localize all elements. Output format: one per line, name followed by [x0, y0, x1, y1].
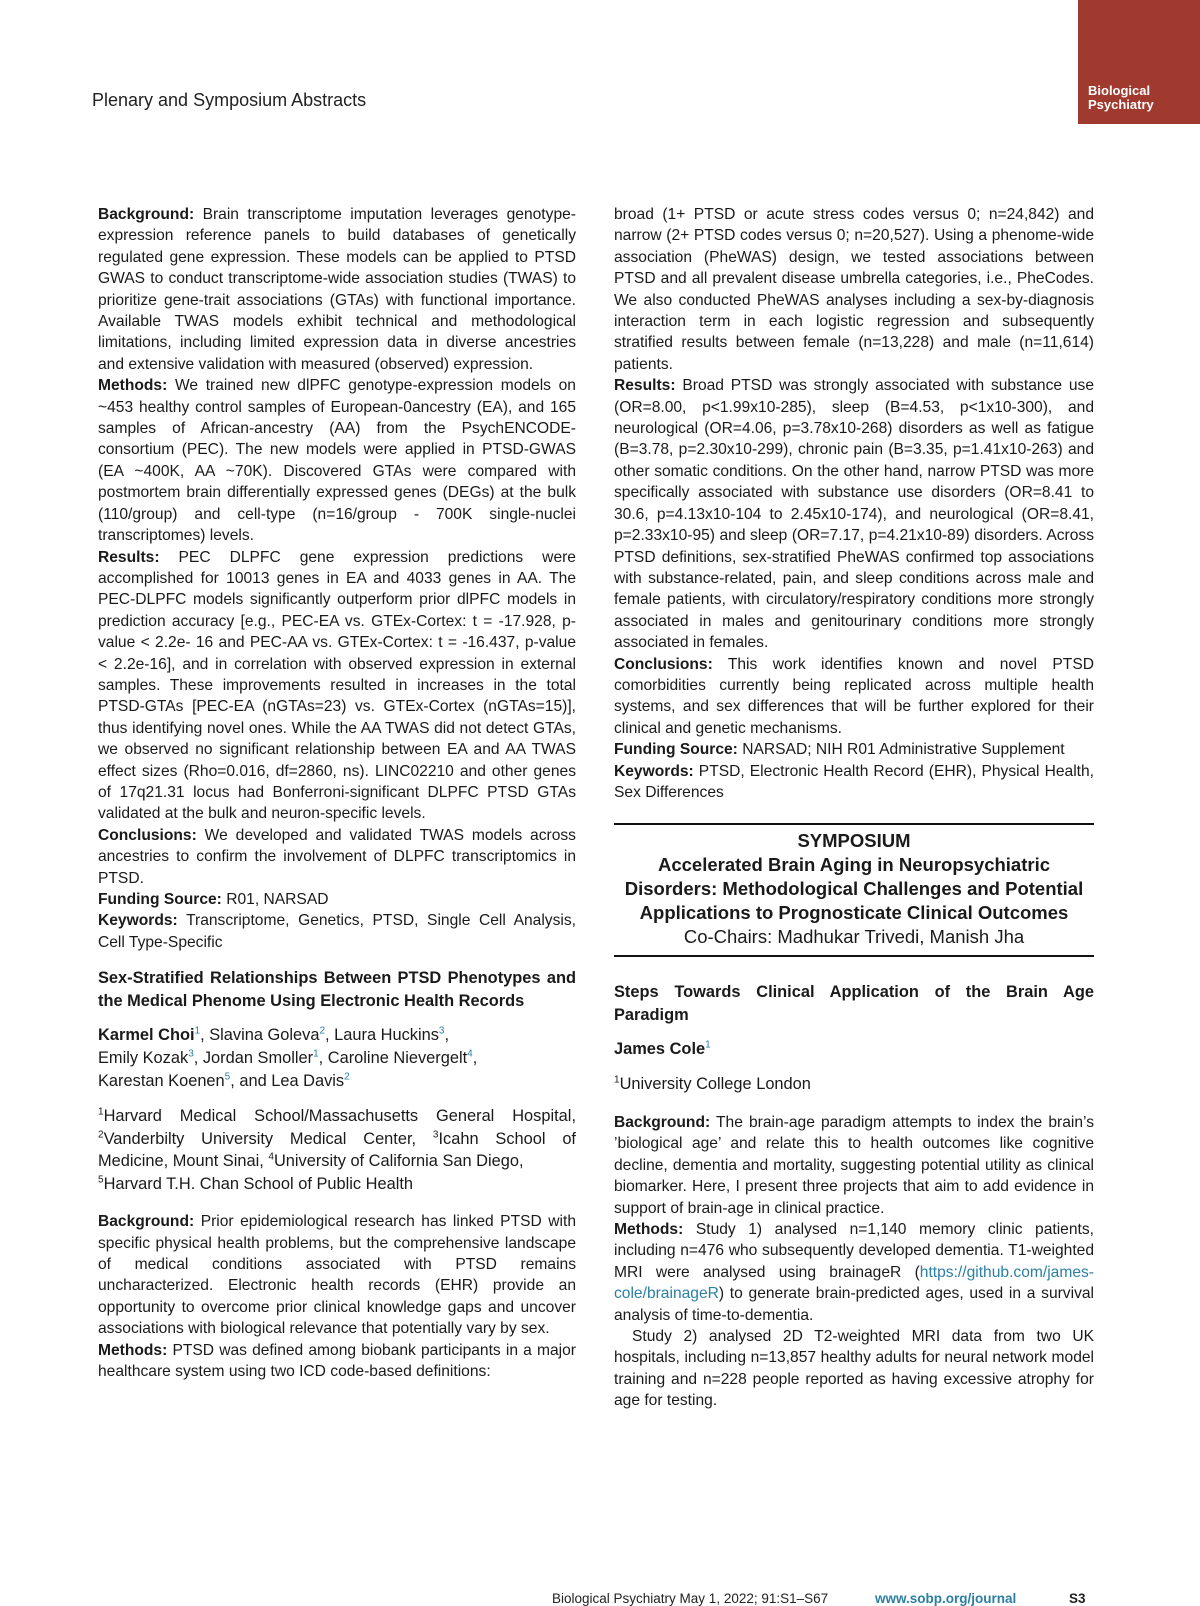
- affil-text: Vanderbilty University Medical Center,: [103, 1129, 417, 1148]
- abstract2-affiliations: [98, 1105, 576, 1195]
- author-name: and Lea Davis: [239, 1072, 345, 1091]
- section-text: The brain-age paradigm attempts to index the brain’s ’biological age’ and relate this to health outcomes like cognitive decline, dementia and mortality, suggesting potential utility as clinical biomarker. Here, I present three projects that aim to add evidence in support of brain-age in clinical practice.: [614, 1113, 1094, 1217]
- symposium-heading: SYMPOSIUM: [797, 830, 911, 852]
- abstract1-background: [98, 204, 576, 375]
- section-label: Methods:: [98, 377, 168, 395]
- section-text: We developed and validated TWAS models across ancestries to confirm the involvement of DLPFC transcriptomics in PTSD.: [98, 826, 576, 887]
- footer-journal-link[interactable]: www.sobp.org/journal: [875, 1591, 1017, 1606]
- abstract3-methods: [614, 1219, 1094, 1326]
- brand-line-1: Biological: [1088, 83, 1151, 98]
- author-sup: 5: [224, 1071, 231, 1083]
- journal-brand-text: [1088, 84, 1154, 112]
- abstract1-methods: [98, 375, 576, 546]
- author-sup: 4: [467, 1048, 473, 1060]
- section-text: Broad PTSD was strongly associated with substance use (OR=8.00, p<1.99x10-285), sleep (B=4.53, p<1x10-300), and neurological (OR=4.06, p=3.78x10-268) disorders as well as fatigue (B=3.78, p=2.30x10-299), chronic pain (B=3.35, p=1.41x10-263) and other somatic conditions. On the other hand, narrow PTSD was more specifically associated with substance use disorders (OR=8.41 to 30.6, p=4.13x10-104 to 2.45x10-174), and neurological (OR=8.41, p=2.33x10-95) and sleep (OR=7.17, p=4.21x10-89) disorders. Across PTSD definitions, sex-stratified PheWAS confirmed top associations with substance-related, pain, and sleep conditions across male and female patients, with circulatory/respiratory conditions more strongly associated in males and genitourinary conditions more strongly associated in females.: [614, 377, 1094, 652]
- section-label: Keywords:: [614, 762, 694, 780]
- section-text: Brain transcriptome imputation leverages genotype-expression reference panels to build databases of genetically regulated gene expression. These models can be applied to PTSD GWAS to conduct transcriptome-wide association studies (TWAS) to prioritize gene-trait associations (GTAs) with functional importance. Available TWAS models exhibit technical and methodological limitations, including limited expression data in diverse ancestries and extensive validation with measured (observed) expression.: [98, 206, 576, 373]
- section-label: Funding Source:: [614, 741, 738, 759]
- author-sup: 2: [344, 1071, 350, 1083]
- author-sup: 1: [705, 1039, 711, 1051]
- abstract2-conclusions: [614, 654, 1094, 740]
- abstract3-title: Steps Towards Clinical Application of the Brain Age Paradigm: [614, 983, 1094, 1024]
- section-label: Results:: [614, 377, 676, 395]
- page-number: S3: [1069, 1591, 1086, 1606]
- author-sup: 3: [438, 1025, 445, 1037]
- author-name: Karestan Koenen: [98, 1072, 225, 1091]
- running-header: Plenary and Symposium Abstracts: [92, 90, 367, 110]
- affil-sup: 3: [432, 1129, 439, 1141]
- abstract1-conclusions: [98, 825, 576, 889]
- section-text: ) to generate brain-predicted ages, used in a survival analysis of time-to-dementia.: [614, 1285, 1094, 1324]
- section-text: Prior epidemiological research has linked PTSD with specific physical health problems, but the comprehensive landscape of medical conditions associated with PTSD remains uncharacterized. Electronic health records (EHR) provide an opportunity to overcome prior clinical knowledge gaps and uncover associations with biological relevance that potentially vary by sex.: [98, 1213, 576, 1338]
- section-label: Conclusions:: [98, 826, 197, 844]
- section-label: Results:: [98, 548, 160, 566]
- affil-text: University College London: [619, 1075, 811, 1094]
- abstract2-methods: [98, 1340, 576, 1383]
- affil-sup: 2: [98, 1129, 104, 1141]
- author-name: Karmel Choi: [98, 1026, 195, 1045]
- abstract2-results: [614, 375, 1094, 653]
- section-text: PEC DLPFC gene expression predictions were accomplished for 10013 genes in EA and 4033 genes in AA. The PEC-DLPFC models significantly outperform prior dlPFC models in prediction accuracy [e.g., PEC-EA vs. GTEx-Cortex: t = -17.928, p-value < 2.2e- 16 and PEC-AA vs. GTEx-Cortex: t = -16.437, p-value < 2.2e-16], and in correlation with observed expression in external samples. These improvements resulted in increases in the total PTSD-GTAs [PEC-EA (nGTAs=23) vs. GTEx-Cortex (nGTAs=15)], thus identifying novel ones. While the AA TWAS did not detect GTAs, we observed no significant relationship between EA and AA TWAS effect sizes (Rho=0.016, df=2860, ns). LINC02210 and other genes of 17q21.31 locus had Bonferroni-significant DLPFC PTSD GTAs validated at the bulk and neuron-specific levels.: [98, 548, 576, 823]
- section-text: This work identifies known and novel PTSD comorbidities currently being replicated across multiple health systems, and sex differences that will be further explored for their clinical and genetic mechanisms.: [614, 655, 1094, 737]
- symposium-cochairs: Co-Chairs: Madhukar Trivedi, Manish Jha: [683, 926, 1025, 948]
- abstract2-title: Sex-Stratified Relationships Between PTSD Phenotypes and the Medical Phenome Using Electronic Health Records: [98, 969, 576, 1010]
- section-text: NARSAD; NIH R01 Administrative Supplement: [742, 741, 1065, 759]
- section-label: Methods:: [614, 1220, 684, 1238]
- abstract2-keywords: [614, 761, 1094, 804]
- section-text: Transcriptome, Genetics, PTSD, Single Cell Analysis, Cell Type-Specific: [98, 912, 576, 951]
- section-label: Funding Source:: [98, 891, 222, 908]
- brainager-link[interactable]: https://github.com/james-cole/brainageR: [614, 1263, 1094, 1303]
- author-name: James Cole: [614, 1040, 706, 1059]
- footer-citation: Biological Psychiatry May 1, 2022; 91:S1–S67: [552, 1591, 829, 1606]
- section-label: Keywords:: [98, 912, 178, 930]
- abstract3-study2: Study 2) analysed 2D T2-weighted MRI data from two UK hospitals, including n=13,857 healthy adults for neural network model training and n=228 people reported as having excessive atrophy for age for testing.: [614, 1327, 1094, 1410]
- abstract3-authors: [614, 1038, 1094, 1061]
- section-text: PTSD was defined among biobank participants in a major healthcare system using two ICD code-based definitions:: [98, 1341, 576, 1381]
- brand-line-2: Psychiatry: [1088, 97, 1154, 112]
- author-sup: 1: [194, 1025, 201, 1037]
- abstract1-results: [98, 547, 576, 825]
- affil-text: Icahn School of Medicine, Mount Sinai,: [98, 1129, 576, 1171]
- abstract3-background: [614, 1112, 1094, 1219]
- affil-sup: 1: [614, 1074, 620, 1086]
- abstract3-affiliation: [614, 1073, 1094, 1096]
- abstract1-funding: [98, 889, 576, 910]
- affil-sup: 1: [98, 1106, 104, 1118]
- affil-sup: 4: [268, 1151, 274, 1163]
- author-name: Jordan Smoller: [202, 1049, 314, 1068]
- section-label: Background:: [98, 1213, 195, 1231]
- symposium-box: [614, 823, 1094, 957]
- section-label: Methods:: [98, 1341, 168, 1359]
- abstract1-keywords: [98, 910, 576, 953]
- author-name: Slavina Goleva: [209, 1026, 320, 1045]
- author-name: Caroline Nievergelt: [327, 1049, 468, 1068]
- left-column: [98, 204, 576, 1382]
- affil-sup: 5: [98, 1174, 104, 1186]
- section-text: We trained new dlPFC genotype-expression models on ~453 healthy control samples of European-0ancestry (EA), and 165 samples of African-ancestry (AA) from the PsychENCODE-consortium (PEC). The new models were applied in PTSD-GWAS (EA ~400K, AA ~70K). Discovered GTAs were compared with postmortem brain differentially expressed genes (DEGs) at the bulk (110/group) and cell-type (n=16/group - 700K single-nuclei transcriptomes) levels.: [98, 377, 576, 545]
- section-text: PTSD, Electronic Health Record (EHR), Physical Health, Sex Differences: [614, 762, 1094, 801]
- abstract2-authors: Karmel Choi$^1$, Slavina Goleva$^2$, Laura Huckins$^3$, Emily Kozak$^3$, Jordan Smoller$^1$, Caroline Nievergelt$^4$, Karestan Koenen$^5$, and Lea Davis$^2$: [98, 1025, 478, 1091]
- section-label: Conclusions:: [614, 655, 713, 673]
- section-label: Background:: [614, 1113, 711, 1131]
- affil-text: Harvard Medical School/Massachusetts General Hospital,: [103, 1107, 576, 1126]
- author-sup: 3: [188, 1048, 194, 1060]
- section-text: R01, NARSAD: [226, 891, 329, 908]
- right-column: [614, 204, 1094, 1412]
- section-text: Study 1) analysed n=1,140 memory clinic patients, including n=476 who subsequently developed dementia. T1-weighted MRI were analysed using brainageR (: [614, 1220, 1094, 1281]
- section-label: Background:: [98, 206, 195, 223]
- abstract2-background: [98, 1211, 576, 1339]
- author-sup: 1: [313, 1048, 319, 1060]
- affil-text: University of California San Diego,: [273, 1152, 524, 1171]
- abstract2-methods-continued: broad (1+ PTSD or acute stress codes versus 0; n=24,842) and narrow (2+ PTSD codes versus 0; n=20,527). Using a phenome-wide association (PheWAS) design, we tested associations between PTSD and all prevalent disease umbrella categories, i.e., PheCodes. We also conducted PheWAS analyses including a sex-by-diagnosis interaction term in each logistic regression and subsequently stratified results between female (n=13,228) and male (n=11,614) patients.: [614, 206, 1094, 373]
- author-sup: 2: [319, 1025, 326, 1037]
- author-name: Emily Kozak: [98, 1049, 189, 1068]
- affil-text: Harvard T.H. Chan School of Public Health: [103, 1174, 414, 1193]
- journal-brand-box: [1078, 0, 1200, 124]
- symposium-title: Accelerated Brain Aging in Neuropsychiatric Disorders: Methodological Challenges and Potential Applications to Prognosticate Clinical Outcomes: [624, 854, 1084, 924]
- abstract2-funding: [614, 739, 1094, 760]
- author-name: Laura Huckins: [334, 1026, 439, 1045]
